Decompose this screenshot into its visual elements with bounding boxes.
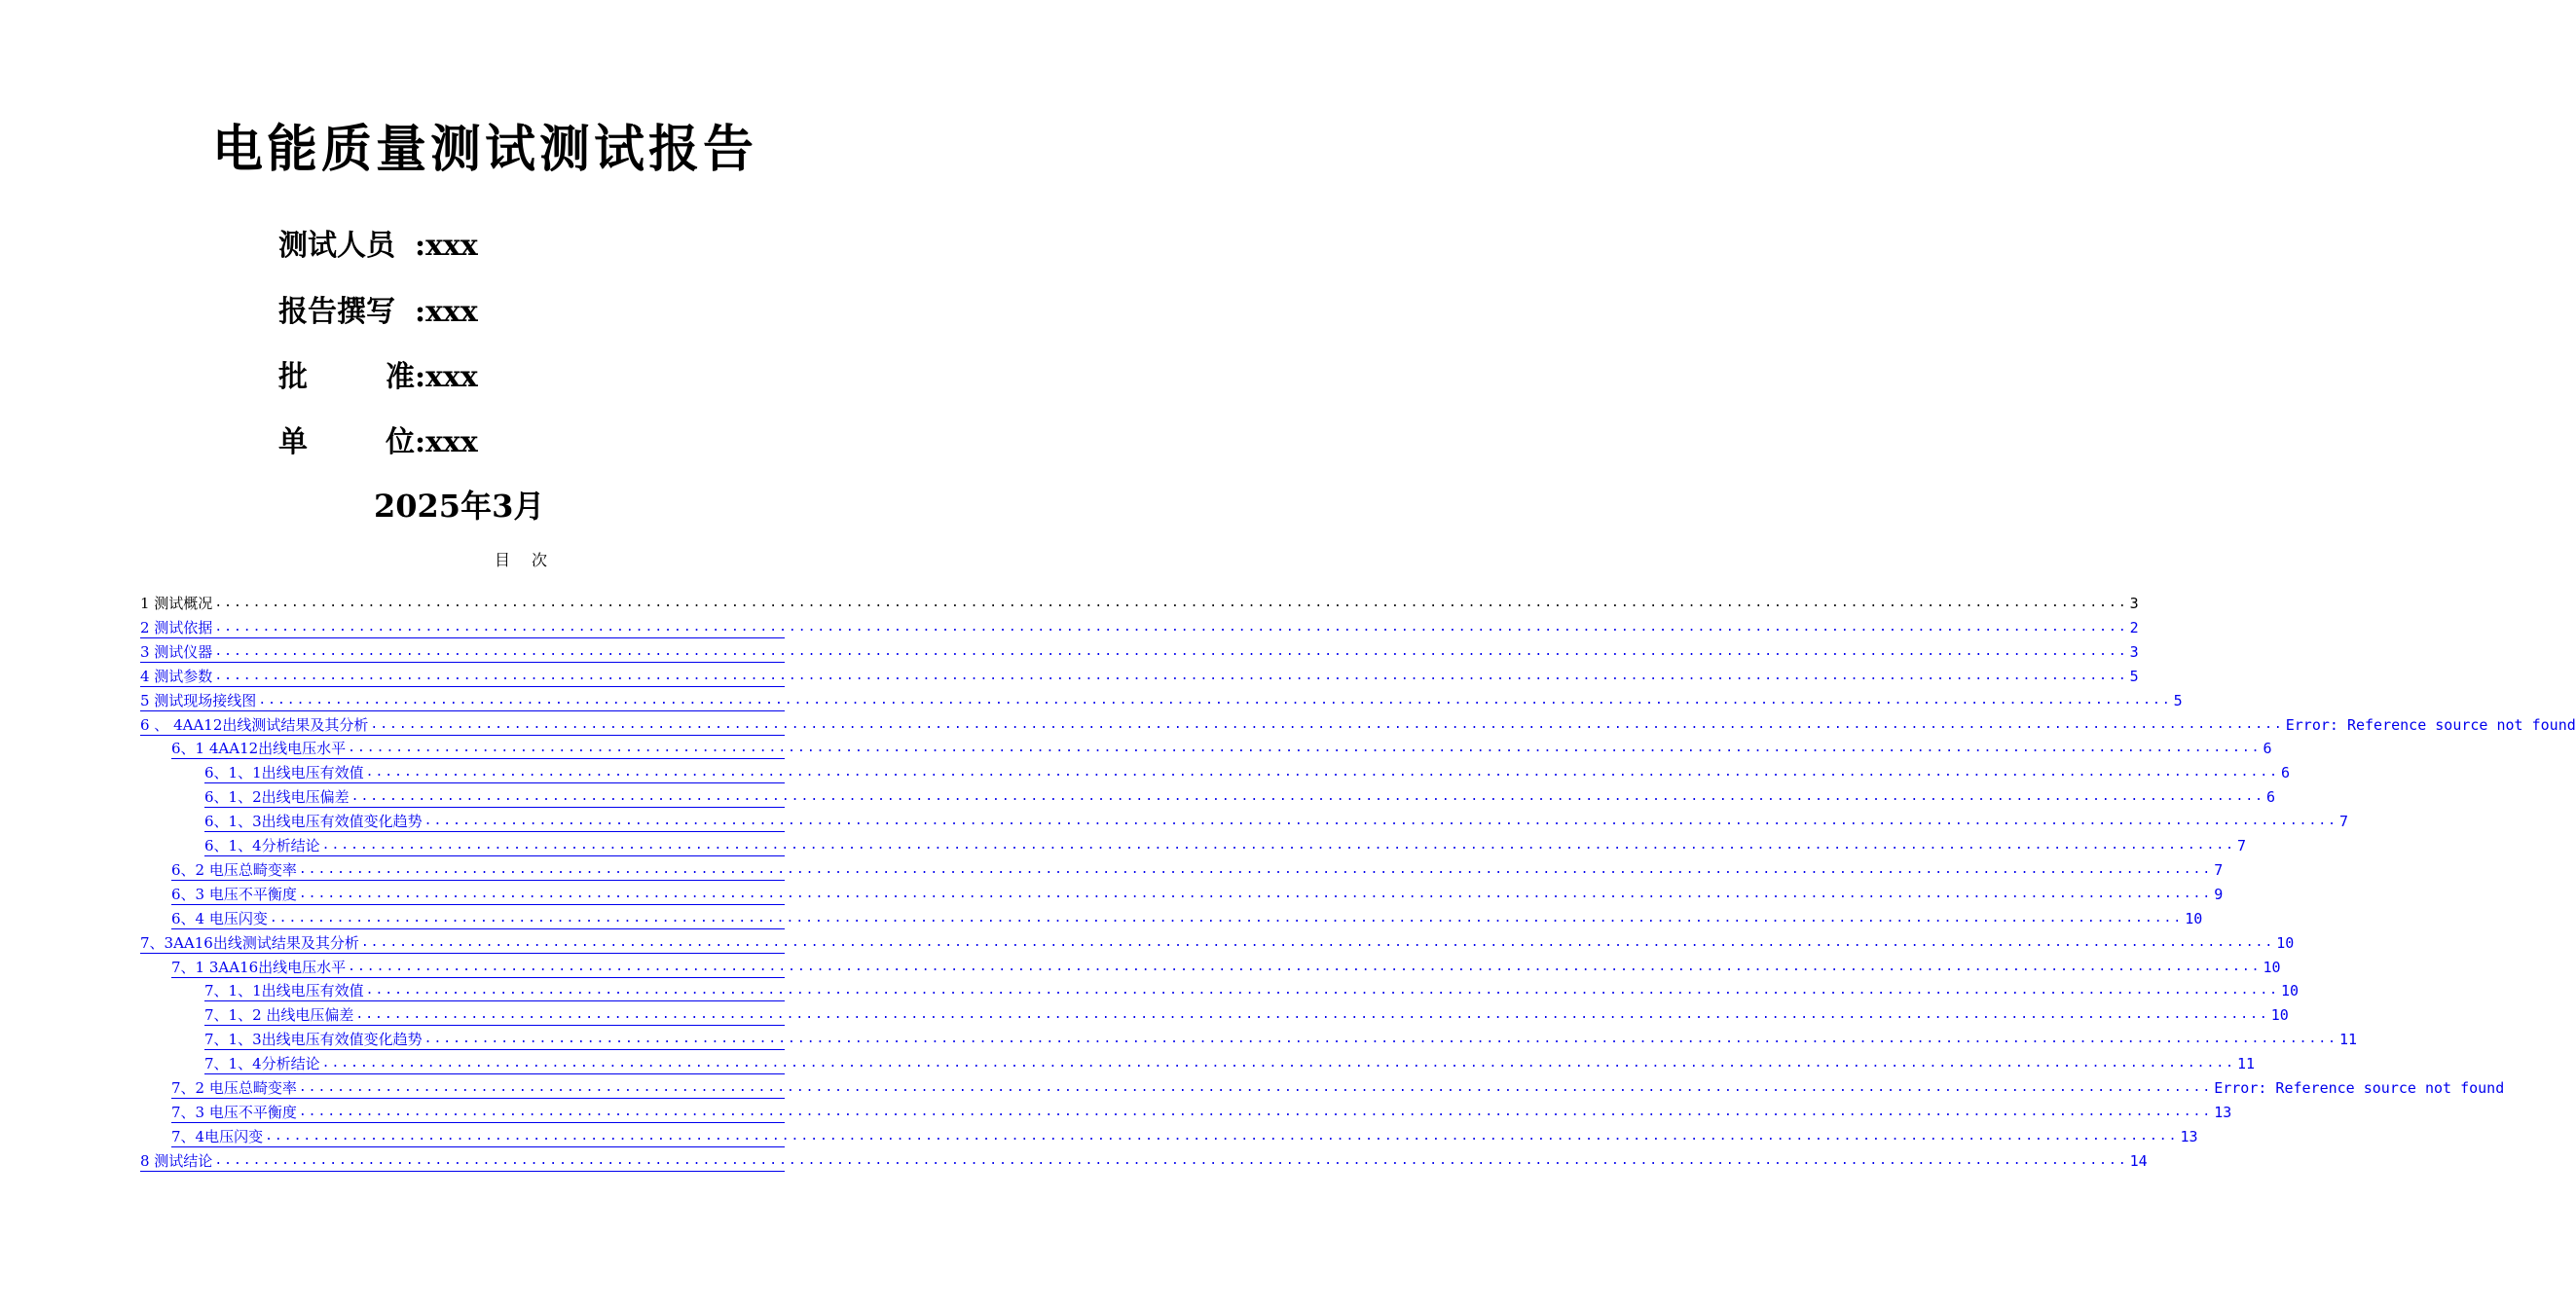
toc-entry-label: 7、3AA16出线测试结果及其分析 [140,933,359,952]
toc-entry-label: 7、1、1出线电压有效值 [204,982,364,1000]
toc-entry-label: 7、4电压闪变 [171,1127,264,1145]
toc-entry-page: 11 [2338,1031,2358,1049]
toc-leader-dots: ........................................................................................................................................................................................................ [214,1152,2128,1168]
meta-row-approver [278,360,478,394]
toc-entry[interactable] [140,640,2139,663]
toc-leader-dots: ........................................................................................................................................................................................................ [269,910,2184,926]
toc-leader-dots: ........................................................................................................................................................................................................ [321,838,2235,853]
toc-entry-page: 13 [2214,1103,2232,1121]
meta-label-char: 单 [278,425,308,459]
toc-entry-label: 6、4 电压闪变 [171,909,268,927]
toc-entry-page: 10 [2270,1006,2289,1025]
toc-entry-label: 7、1、2 出线电压偏差 [204,1006,354,1025]
toc-leader-dots: ........................................................................................................................................................................................................ [298,1104,2213,1119]
toc-entry-page: 7 [2236,837,2247,854]
toc-entry-page: 13 [2180,1127,2198,1145]
toc-entry[interactable] [204,979,2300,1001]
toc-leader-dots: ........................................................................................................................................................................................................ [214,619,2128,635]
toc-entry[interactable] [140,931,2295,954]
toc-entry-page: 7 [2338,813,2349,831]
meta-label: 测试人员 [278,229,395,263]
toc-entry-page: 10 [2276,933,2295,952]
toc-entry-label: 6、1、1出线电压有效值 [204,764,364,782]
meta-label-char: 准 [386,360,415,394]
toc-entry-page: 9 [2214,885,2224,903]
meta-label-char: 位 [386,425,415,459]
toc-entry-label: 7、1、4分析结论 [204,1055,320,1073]
toc-entry[interactable] [204,810,2349,832]
toc-entry-label: 6、3 电压不平衡度 [171,885,297,903]
toc-entry[interactable] [204,761,2291,783]
toc-entry[interactable] [140,713,2576,736]
report-date: 2025年3月 [374,488,545,525]
toc-entry-page: Error: Reference source not found [2285,715,2576,734]
toc-entry [140,592,2139,613]
meta-separator: : [415,425,426,459]
toc-entry[interactable] [204,1003,2289,1026]
meta-value: xxx [425,295,478,329]
toc-entry-label: 7、3 电压不平衡度 [171,1103,297,1121]
toc-entry[interactable] [171,883,2224,905]
toc-entry[interactable] [171,956,2281,978]
toc-leader-dots: ........................................................................................................................................................................................................ [214,643,2128,659]
toc-leader-dots: ........................................................................................................................................................................................................ [321,1056,2235,1072]
toc-leader-dots: ........................................................................................................................................................................................................ [348,741,2262,756]
toc-entry[interactable] [171,737,2272,759]
toc-entry-label: 3 测试仪器 [140,642,213,661]
toc-leader-dots: ........................................................................................................................................................................................................ [350,789,2264,805]
toc-entry-page: 5 [2173,691,2183,709]
meta-label-char: 批 [278,360,308,394]
toc-leader-dots: ........................................................................................................................................................................................................ [298,1080,2213,1095]
toc-leader-dots: ........................................................................................................................................................................................................ [370,716,2284,732]
toc-entry[interactable] [140,665,2139,687]
toc-entry[interactable] [140,1149,2148,1172]
toc-entry[interactable] [140,689,2183,711]
toc-entry[interactable] [171,858,2224,881]
toc-leader-dots: ........................................................................................................................................................................................................ [214,668,2128,683]
toc-entry-page: 5 [2129,667,2139,685]
toc-leader-dots: ........................................................................................................................................................................................................ [365,983,2279,999]
toc-entry-label: 1 测试概况 [140,595,213,612]
meta-value: xxx [425,425,478,459]
toc-entry[interactable] [171,907,2203,929]
toc-leader-dots: ........................................................................................................................................................................................................ [214,596,2128,610]
toc-leader-dots: ........................................................................................................................................................................................................ [355,1007,2269,1023]
meta-separator: : [415,295,426,329]
meta-value: xxx [425,229,478,263]
toc-entry[interactable] [171,1125,2198,1147]
toc-entry[interactable] [171,1076,2505,1099]
toc-entry[interactable] [204,1028,2358,1050]
toc-entry-page: 3 [2129,642,2139,661]
toc-entry-label: 6、1、3出线电压有效值变化趋势 [204,813,423,831]
toc-entry-page: 7 [2214,860,2224,879]
toc-entry-page: Error: Reference source not found [2214,1079,2505,1097]
toc-leader-dots: ........................................................................................................................................................................................................ [298,861,2213,877]
toc-entry[interactable] [204,785,2276,808]
toc-entry-label: 6、1、2出线电压偏差 [204,788,350,807]
toc-entry[interactable] [204,834,2247,856]
meta-separator: : [415,360,426,394]
toc-entry-label: 7、1 3AA16出线电压水平 [171,958,347,976]
meta-label: 报告撰写 [278,295,395,329]
toc-entry-page: 11 [2236,1055,2256,1073]
toc-entry-label: 6、2 电压总畸变率 [171,860,297,879]
toc-entry[interactable] [171,1101,2232,1123]
toc-entry-label: 6、1、4分析结论 [204,837,320,854]
toc-entry-page: 6 [2280,764,2291,782]
meta-separator: : [415,229,426,263]
meta-value: xxx [425,360,478,394]
meta-label [278,425,415,459]
toc-entry-page: 6 [2265,788,2276,807]
toc-title: 目次 [495,551,570,569]
meta-label [278,360,415,394]
toc-leader-dots: ........................................................................................................................................................................................................ [298,886,2213,901]
toc-entry[interactable] [204,1052,2256,1074]
toc-entry-page: 3 [2129,595,2139,612]
meta-row-author [278,295,478,329]
toc-leader-dots: ........................................................................................................................................................................................................ [360,934,2275,950]
toc-entry-label: 4 测试参数 [140,667,213,685]
toc-entry-label: 6 、 4AA12出线测试结果及其分析 [140,715,369,734]
toc-entry-page: 6 [2263,740,2272,758]
toc-entry-label: 8 测试结论 [140,1151,213,1170]
toc-entry-page: 10 [2185,909,2203,927]
report-title: 电能质量测试测试报告 [212,120,758,179]
toc-leader-dots: ........................................................................................................................................................................................................ [365,765,2279,781]
toc-entry-label: 7、1、3出线电压有效值变化趋势 [204,1031,423,1049]
toc-leader-dots: ........................................................................................................................................................................................................ [258,692,2172,708]
toc-leader-dots: ........................................................................................................................................................................................................ [423,1032,2337,1047]
toc-entry-page: 2 [2129,618,2139,636]
toc-entry-label: 2 测试依据 [140,618,213,636]
toc-leader-dots: ........................................................................................................................................................................................................ [348,959,2262,974]
toc-entry-page: 14 [2129,1151,2148,1170]
toc-entry-label: 7、2 电压总畸变率 [171,1079,297,1097]
meta-row-unit [278,425,478,459]
toc-leader-dots: ........................................................................................................................................................................................................ [265,1128,2179,1144]
toc-entry[interactable] [140,616,2139,638]
toc-entry-page: 10 [2263,958,2281,976]
toc-entry-label: 6、1 4AA12出线电压水平 [171,740,347,758]
meta-row-tester [278,229,478,263]
toc-entry-label: 5 测试现场接线图 [140,691,257,709]
toc-entry-page: 10 [2280,982,2300,1000]
toc-leader-dots: ........................................................................................................................................................................................................ [423,814,2337,829]
